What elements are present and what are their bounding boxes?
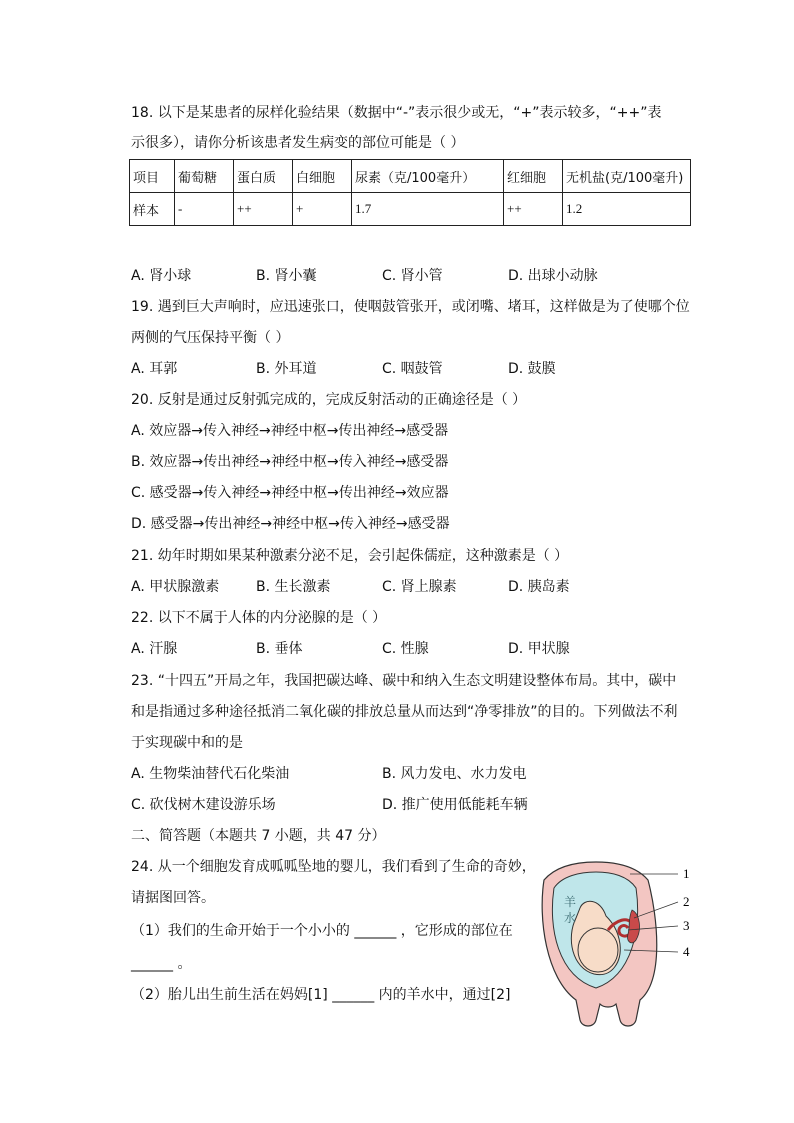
q23-stem-line2: 和是指通过多种途径抵消二氧化碳的排放总量从而达到“净零排放”的目的。下列做法不利 [131, 704, 678, 720]
table-row [130, 193, 691, 226]
q22-option-b[interactable]: B. 垂体 [256, 641, 303, 657]
q19-option-c[interactable]: C. 咽鼓管 [382, 361, 443, 377]
table-header-cell: 无机盐(克/100毫升) [563, 160, 691, 193]
table-header-cell: 葡萄糖 [175, 160, 234, 193]
q18-stem-line1: 18. 以下是某患者的尿样化验结果（数据中“-”表示很少或无，“+”表示较多，“++”表 [131, 105, 662, 121]
q21-option-d[interactable]: D. 胰岛素 [508, 579, 570, 595]
fetus-head [578, 928, 618, 972]
q22-option-d[interactable]: D. 甲状腺 [508, 641, 570, 657]
table-header-cell: 红细胞 [504, 160, 563, 193]
q18-option-c[interactable]: C. 肾小管 [382, 268, 443, 284]
q20-option-a[interactable]: A. 效应器→传入神经→神经中枢→传出神经→感受器 [131, 423, 449, 439]
q22-option-a[interactable]: A. 汗腺 [131, 641, 178, 657]
q23-option-b[interactable]: B. 风力发电、水力发电 [382, 766, 527, 782]
q23-option-d[interactable]: D. 推广使用低能耗车辆 [382, 797, 528, 813]
q19-option-b[interactable]: B. 外耳道 [256, 361, 317, 377]
q24-stem-line1: 24. 从一个细胞发育成呱呱坠地的婴儿，我们看到了生命的奇妙， [131, 859, 536, 875]
q20-option-b[interactable]: B. 效应器→传出神经→神经中枢→传入神经→感受器 [131, 454, 449, 470]
q22-stem: 22. 以下不属于人体的内分泌腺的是（ ） [131, 610, 387, 626]
q24-stem-line2: 请据图回答。 [131, 890, 215, 906]
q23-stem-line1: 23. “十四五”开局之年，我国把碳达峰、碳中和纳入生态文明建设整体布局。其中，碳中 [131, 673, 677, 689]
q21-stem: 21. 幼年时期如果某种激素分泌不足，会引起侏儒症，这种激素是（ ） [131, 548, 569, 564]
table-header-cell: 蛋白质 [234, 160, 293, 193]
q19-stem-line2: 两侧的气压保持平衡（ ） [131, 330, 290, 346]
section-title: 二、简答题（本题共 7 小题，共 47 分） [131, 828, 386, 844]
table-cell: 样本 [130, 193, 175, 226]
q23-option-c[interactable]: C. 砍伐树木建设游乐场 [131, 797, 276, 813]
figure-label-2: 2 [683, 894, 690, 909]
q19-stem-line1: 19. 遇到巨大声响时，应迅速张口，使咽鼓管张开，或闭嘴、堵耳，这样做是为了使哪个位 [131, 299, 690, 315]
q24-sub1-line2: ______ 。 [131, 956, 192, 972]
q21-option-c[interactable]: C. 肾上腺素 [382, 579, 457, 595]
q18-option-a[interactable]: A. 肾小球 [131, 268, 192, 284]
q18-stem-line2: 示很多），请你分析该患者发生病变的部位可能是（ ） [131, 135, 465, 151]
table-header-cell: 尿素（克/100毫升） [352, 160, 504, 193]
q21-option-a[interactable]: A. 甲状腺激素 [131, 579, 220, 595]
q18-option-d[interactable]: D. 出球小动脉 [508, 268, 598, 284]
figure-label-3: 3 [683, 918, 690, 933]
table-cell: + [293, 193, 352, 226]
q19-option-d[interactable]: D. 鼓膜 [508, 361, 556, 377]
q23-option-a[interactable]: A. 生物柴油替代石化柴油 [131, 766, 290, 782]
table-cell: - [175, 193, 234, 226]
q20-stem: 20. 反射是通过反射弧完成的，完成反射活动的正确途径是（ ） [131, 392, 527, 408]
q21-option-b[interactable]: B. 生长激素 [256, 579, 331, 595]
q20-option-d[interactable]: D. 感受器→传出神经→神经中枢→传入神经→感受器 [131, 516, 450, 532]
q19-option-a[interactable]: A. 耳郭 [131, 361, 178, 377]
q20-option-c[interactable]: C. 感受器→传入神经→神经中枢→传出神经→效应器 [131, 485, 449, 501]
q22-option-c[interactable]: C. 性腺 [382, 641, 429, 657]
q24-sub2-line1: （2）胎儿出生前生活在妈妈[1] ______ 内的羊水中，通过[2] [131, 987, 511, 1003]
svg-text:水: 水 [564, 911, 577, 925]
table-cell: 1.2 [563, 193, 691, 226]
urine-result-table [129, 159, 691, 226]
q23-stem-line3: 于实现碳中和的是 [131, 735, 243, 751]
table-header-row [130, 160, 691, 193]
table-cell: 1.7 [352, 193, 504, 226]
figure-label-4: 4 [683, 944, 690, 959]
figure-label-1: 1 [683, 866, 690, 881]
uterus-fetus-figure [536, 858, 696, 1028]
table-header-cell: 白细胞 [293, 160, 352, 193]
q18-option-b[interactable]: B. 肾小囊 [256, 268, 317, 284]
table-cell: ++ [504, 193, 563, 226]
q24-sub1-line1: （1）我们的生命开始于一个小小的 ______ ，它形成的部位在 [131, 923, 513, 939]
amniotic-fluid-label: 羊 [564, 895, 577, 909]
table-header-cell: 项目 [130, 160, 175, 193]
table-cell: ++ [234, 193, 293, 226]
